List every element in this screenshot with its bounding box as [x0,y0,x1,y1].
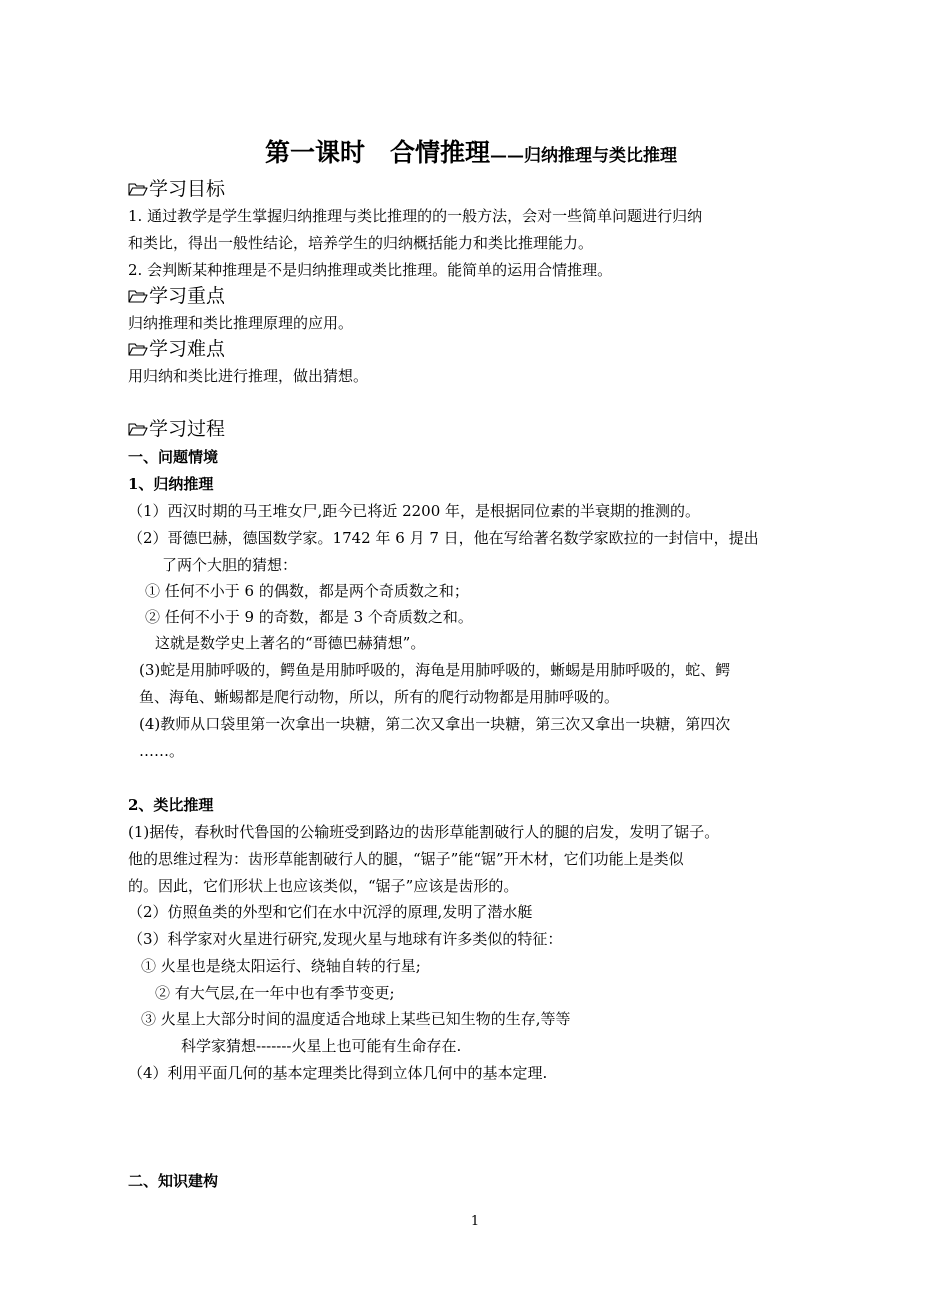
induction-heading: 1、归纳推理 [128,475,214,493]
induction-item-1: （1）西汉时期的马王堆女尸,距今已将近 2200 年，是根据同位素的半衰期的推测的。 [128,502,701,520]
analogy-heading: 2、类比推理 [128,796,214,814]
folder-icon [128,181,148,197]
induction-item-4-line-1: (4)教师从口袋里第一次拿出一块糖，第二次又拿出一块糖，第三次又拿出一块糖，第四次 [139,715,731,733]
section-objectives-heading [128,177,225,201]
analogy-item-3-point-1: ① 火星也是绕太阳运行、绕轴自转的行星; [141,957,421,975]
section-key-points-label: 学习重点 [149,285,226,307]
analogy-item-4: （4）利用平面几何的基本定理类比得到立体几何中的基本定理. [128,1064,548,1082]
section-process-heading [128,417,225,441]
analogy-item-3-point-3: ③ 火星上大部分时间的温度适合地球上某些已知生物的生存,等等 [141,1010,571,1028]
title-main: 第一课时 合情推理 [265,138,491,167]
page-number: 1 [470,1214,480,1229]
analogy-item-1-line-3: 的。因此，它们形状上也应该类似，“锯子”应该是齿形的。 [128,877,519,895]
part2-heading: 二、知识建构 [128,1172,219,1190]
title-subtitle: ——归纳推理与类比推理 [490,146,678,166]
induction-item-3-line-2: 鱼、海龟、蜥蜴都是爬行动物，所以，所有的爬行动物都是用肺呼吸的。 [139,688,620,706]
analogy-item-3: （3）科学家对火星进行研究,发现火星与地球有许多类似的特征： [128,930,563,948]
analogy-item-2: （2）仿照鱼类的外型和它们在水中沉浮的原理,发明了潜水艇 [128,903,533,921]
section-difficulties-label: 学习难点 [149,338,226,360]
induction-item-3-line-1: (3)蛇是用肺呼吸的，鳄鱼是用肺呼吸的，海龟是用肺呼吸的，蜥蜴是用肺呼吸的，蛇、鳄 [139,661,731,679]
induction-item-2-line-2: 了两个大胆的猜想： [162,556,298,574]
key-points-text: 归纳推理和类比推理原理的应用。 [128,314,354,332]
analogy-item-3-point-2: ② 有大气层,在一年中也有季节变更; [155,984,395,1002]
analogy-item-1-line-1: (1)据传，春秋时代鲁国的公输班受到路边的齿形草能割破行人的腿的启发，发明了锯子。 [128,823,720,841]
analogy-item-1-line-2: 他的思维过程为：齿形草能割破行人的腿，“锯子”能“锯”开木材，它们功能上是类似 [128,850,684,868]
folder-icon [128,341,148,357]
section-key-points-heading [128,284,225,308]
part1-heading: 一、问题情境 [128,448,219,466]
folder-icon [128,421,148,437]
difficulties-text: 用归纳和类比进行推理，做出猜想。 [128,367,369,385]
analogy-item-3-conclusion: 科学家猜想-------火星上也可能有生命存在. [181,1037,462,1055]
objective-1-line-1: 1. 通过教学是学生掌握归纳推理与类比推理的的一般方法，会对一些简单问题进行归纳 [128,207,703,225]
objective-1-line-2: 和类比，得出一般性结论，培养学生的归纳概括能力和类比推理能力。 [128,234,594,252]
induction-item-2-a: ① 任何不小于 6 的偶数，都是两个奇质数之和； [145,582,469,600]
induction-item-4-line-2: ……。 [139,742,185,760]
objective-2: 2. 会判断某种推理是不是归纳推理或类比推理。能简单的运用合情推理。 [128,261,613,279]
section-difficulties-heading [128,337,225,361]
section-objectives-label: 学习目标 [149,178,226,200]
induction-item-2-line-1: （2）哥德巴赫，德国数学家。1742 年 6 月 7 日，他在写给著名数学家欧拉的一封信中，提出 [128,529,759,547]
induction-item-2-c: 这就是数学史上著名的“哥德巴赫猜想”。 [155,634,426,652]
induction-item-2-b: ② 任何不小于 9 的奇数，都是 3 个奇质数之和。 [145,608,473,626]
folder-icon [128,288,148,304]
page-title [265,133,677,169]
section-process-label: 学习过程 [149,418,226,440]
